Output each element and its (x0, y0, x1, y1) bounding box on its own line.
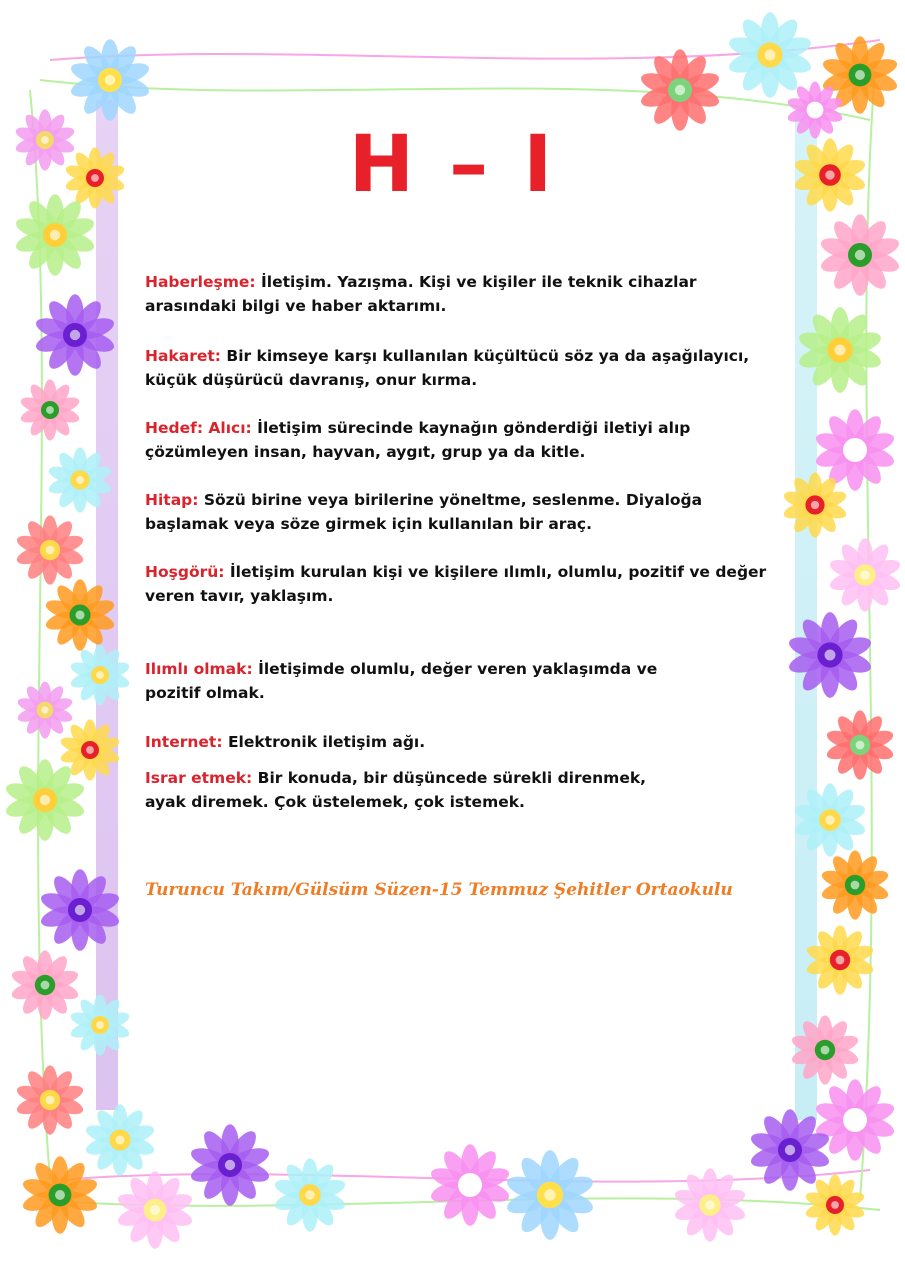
entry-definition: Bir konuda, bir düşüncede sürekli direnmek, ayak diremek. Çok üstelemek, çok istemek. (145, 769, 647, 811)
entry-haberlesme (145, 270, 770, 318)
entry-hitap (145, 488, 770, 536)
border-flower (813, 1079, 896, 1161)
border-flower (428, 1144, 511, 1226)
border-flower (188, 1124, 271, 1206)
entry-hosgoru (145, 560, 770, 608)
border-flower (116, 1171, 195, 1249)
entry-israr-etmek (145, 766, 685, 814)
border-flower (820, 850, 891, 919)
border-flower (786, 612, 873, 698)
entry-term: Israr etmek: (145, 769, 253, 787)
border-flower (10, 950, 81, 1019)
entry-term: Ilımlı olmak: (145, 660, 253, 678)
entry-definition: İletişim. Yazışma. Kişi ve kişiler ile teknik cihazlar arasındaki bilgi ve haber aktarımı. (145, 273, 697, 315)
border-flower (273, 1158, 348, 1231)
border-flower (825, 710, 896, 779)
border-flower (47, 447, 113, 512)
entry-definition: Bir kimseye karşı kullanılan küçültücü söz ya da aşağılayıcı, küçük düşürücü davranış, onur kırma. (145, 347, 750, 389)
border-flower (793, 783, 868, 856)
border-flower (16, 681, 74, 738)
entry-term: Hoşgörü: (145, 563, 225, 581)
border-flower (796, 307, 883, 393)
entry-term: Internet: (145, 733, 223, 751)
border-flower (504, 1150, 595, 1240)
border-flower (68, 39, 151, 121)
border-flower (69, 994, 131, 1055)
entry-hedef-alici (145, 416, 770, 464)
entry-definition: Sözü birine veya birilerine yöneltme, seslenme. Diyaloğa başlamak veya söze girmek için kullanılan bir araç. (145, 491, 703, 533)
entry-term: Hitap: (145, 491, 199, 509)
entry-definition: Elektronik iletişim ağı. (227, 733, 426, 751)
entry-internet (145, 730, 770, 754)
border-flower (813, 409, 896, 491)
border-flower (44, 579, 117, 650)
border-flower (638, 49, 721, 131)
border-flower (19, 379, 81, 440)
entry-term: Haberleşme: (145, 273, 256, 291)
border-flower (21, 1156, 100, 1234)
border-flower (38, 869, 121, 951)
border-flower (84, 1104, 157, 1175)
border-flower (790, 1015, 861, 1084)
border-flower (15, 515, 86, 584)
border-flower (828, 538, 903, 611)
border-flower (805, 925, 876, 994)
footer-credit: Turuncu Takım/Gülsüm Süzen-15 Temmuz Şehitler Ortaokulu (145, 880, 733, 900)
border-flower (33, 294, 116, 376)
entry-hakaret (145, 344, 770, 392)
entry-definition: İletişim kurulan kişi ve kişilere ılımlı, olumlu, pozitif ve değer veren tavır, yaklaşım. (145, 563, 767, 605)
entry-term: Hakaret: (145, 347, 221, 365)
entry-definition: İletişim sürecinde kaynağın gönderdiği iletiyi alıp çözümleyen insan, hayvan, aygıt, grup ya da kitle. (145, 419, 691, 461)
border-flower (818, 214, 901, 296)
entry-definition: İletişimde olumlu, değer veren yaklaşımda ve pozitif olmak. (145, 660, 658, 702)
entry-term: Hedef: Alıcı: (145, 419, 252, 437)
border-flower (726, 12, 813, 98)
page-title: H – I (348, 120, 557, 210)
entry-ilimli-olmak (145, 657, 665, 705)
border-flower (69, 644, 131, 705)
border-flower (15, 1065, 86, 1134)
